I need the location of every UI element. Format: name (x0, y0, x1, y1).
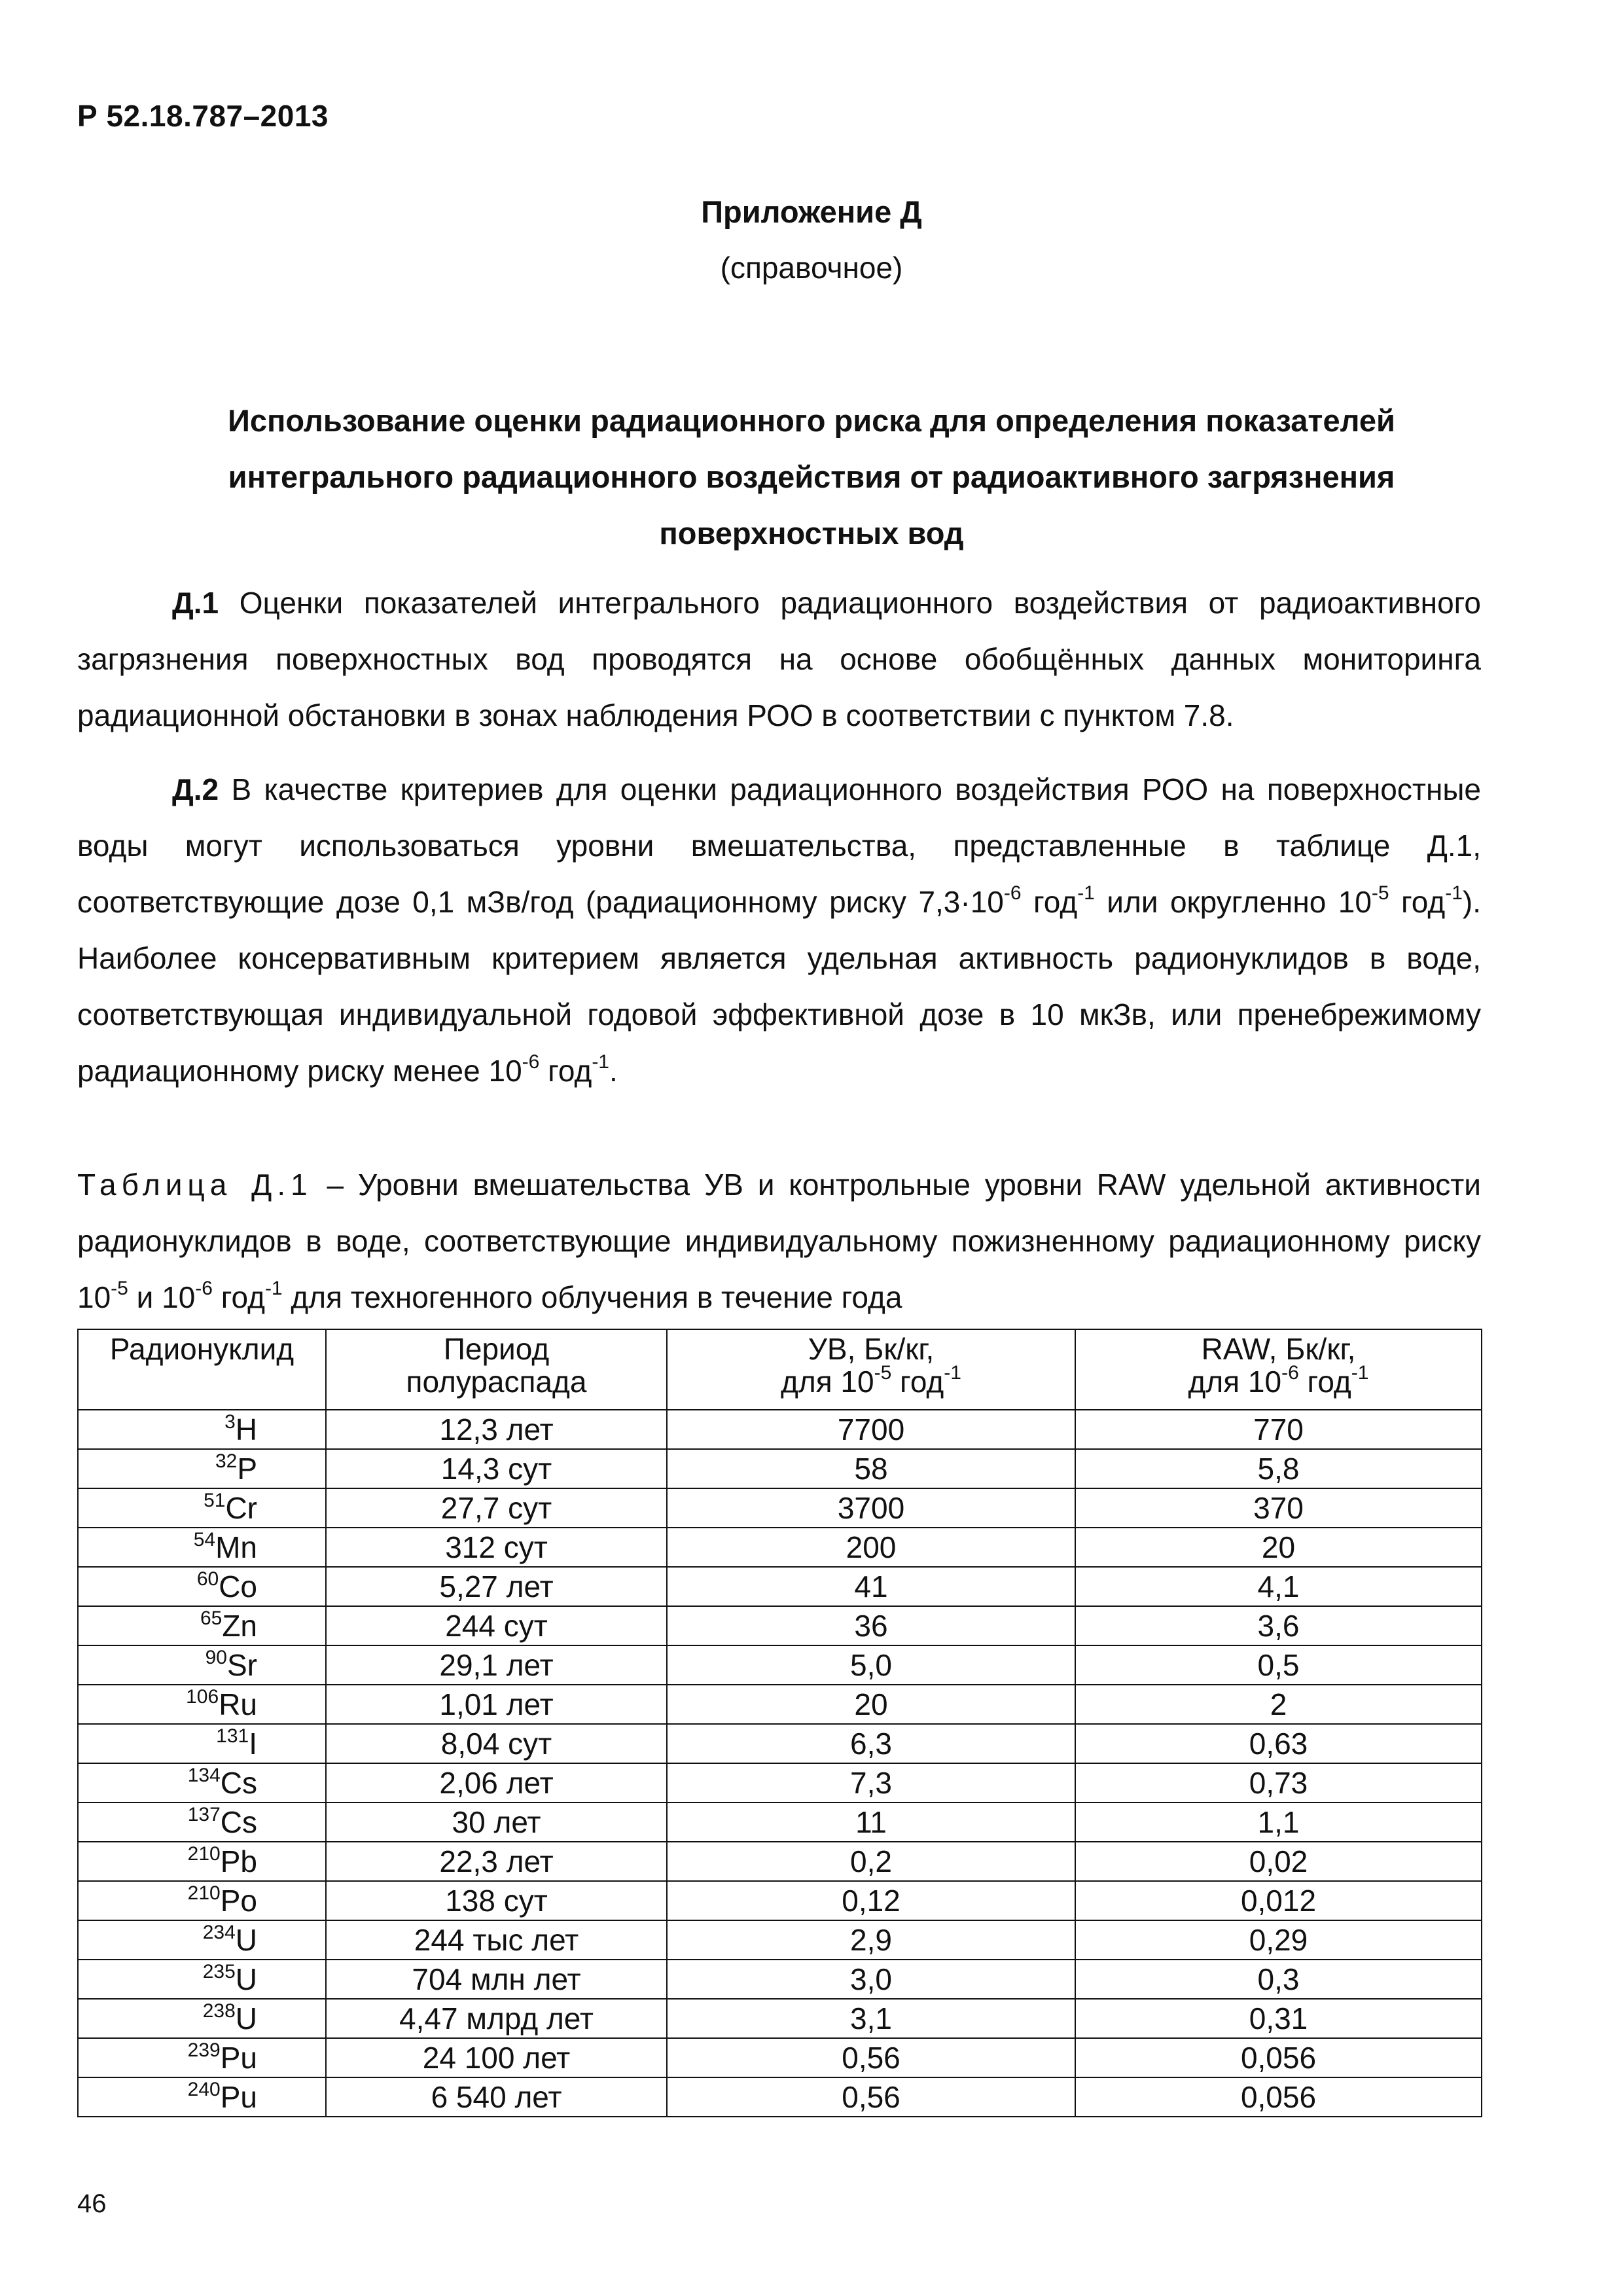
table-row (78, 1842, 1482, 1881)
raw-cell: 3,6 (1075, 1606, 1482, 1645)
uv-cell: 0,12 (667, 1881, 1075, 1920)
half-life-cell: 312 сут (326, 1528, 667, 1567)
mass-number: 238 (202, 2000, 236, 2022)
uv-cell: 36 (667, 1606, 1075, 1645)
uv-cell: 5,0 (667, 1645, 1075, 1685)
header-uv-line2: для 10 (781, 1365, 874, 1399)
header-raw-line2: год (1298, 1365, 1351, 1399)
element-symbol: Cr (225, 1491, 257, 1525)
element-symbol: I (249, 1727, 257, 1761)
element-symbol: U (235, 1962, 257, 1996)
raw-cell: 770 (1075, 1410, 1482, 1449)
half-life-cell: 12,3 лет (326, 1410, 667, 1449)
table-row (78, 2038, 1482, 2077)
half-life-cell: 22,3 лет (326, 1842, 667, 1881)
paragraph-d1 (77, 575, 1481, 744)
exponent: -5 (874, 1362, 892, 1384)
uv-cell: 20 (667, 1685, 1075, 1724)
clause-text: или округленно 10 (1094, 885, 1372, 919)
uv-cell: 2,9 (667, 1920, 1075, 1960)
raw-cell: 0,63 (1075, 1724, 1482, 1763)
table-row (78, 1606, 1482, 1645)
section-heading-line: Использование оценки радиационного риска для определения показателей (228, 403, 1395, 438)
clause-text: . (609, 1054, 618, 1088)
uv-cell: 41 (667, 1567, 1075, 1606)
uv-cell: 0,2 (667, 1842, 1075, 1881)
element-symbol: P (237, 1452, 257, 1486)
exponent: -6 (195, 1278, 213, 1299)
half-life-cell: 8,04 сут (326, 1724, 667, 1763)
table-caption-label: Таблица Д.1 (77, 1168, 313, 1202)
half-life-cell: 29,1 лет (326, 1645, 667, 1685)
table-row (78, 1763, 1482, 1803)
header-raw-line2: для 10 (1188, 1365, 1282, 1399)
header-half-life-line2: полураспада (406, 1365, 587, 1399)
exponent: -5 (1371, 882, 1389, 904)
table-row (78, 1645, 1482, 1685)
mass-number: 210 (187, 1843, 221, 1865)
exponent: -1 (592, 1051, 609, 1073)
clause-label: Д.1 (172, 586, 219, 620)
raw-cell: 0,056 (1075, 2077, 1482, 2117)
uv-cell: 11 (667, 1803, 1075, 1842)
element-symbol: Po (220, 1884, 257, 1918)
element-symbol: Cs (220, 1766, 257, 1800)
uv-cell: 0,56 (667, 2038, 1075, 2077)
element-symbol: U (235, 2001, 257, 2036)
nuclide-cell (78, 1410, 326, 1449)
mass-number: 65 (200, 1607, 223, 1629)
nuclide-cell (78, 1842, 326, 1881)
element-symbol: Sr (227, 1648, 257, 1682)
header-uv-line1: УВ, Бк/кг, (808, 1332, 935, 1366)
appendix-title: Приложение Д (701, 194, 922, 229)
nuclide-cell (78, 1881, 326, 1920)
element-symbol: Zn (222, 1609, 257, 1643)
mass-number: 210 (187, 1882, 221, 1904)
element-symbol: U (235, 1923, 257, 1957)
uv-cell: 3,0 (667, 1960, 1075, 1999)
table-row (78, 1724, 1482, 1763)
half-life-cell: 24 100 лет (326, 2038, 667, 2077)
header-nuclide (78, 1329, 326, 1410)
uv-cell: 7,3 (667, 1763, 1075, 1803)
uv-cell: 0,56 (667, 2077, 1075, 2117)
exponent: -1 (1445, 882, 1463, 904)
section-heading (131, 393, 1492, 562)
table-row (78, 1685, 1482, 1724)
mass-number: 3 (224, 1411, 236, 1433)
radionuclide-table (77, 1329, 1482, 2117)
exponent: -6 (522, 1051, 540, 1073)
raw-cell: 0,73 (1075, 1763, 1482, 1803)
element-symbol: Pu (220, 2041, 257, 2075)
clause-label: Д.2 (172, 772, 219, 806)
exponent: -6 (1281, 1362, 1299, 1384)
half-life-cell: 244 сут (326, 1606, 667, 1645)
clause-text: год (1021, 885, 1078, 919)
mass-number: 51 (204, 1490, 226, 1511)
clause-text: В качестве критериев для оценки радиационного воздействия РОО на поверхностные воды могут использоваться уровни вмешательства, представленные в таблице Д.1, соответствующие дозе 0,1 мЗв/год (радиационному риску 7,3·10 (77, 772, 1481, 919)
mass-number: 137 (187, 1804, 221, 1825)
nuclide-cell (78, 1763, 326, 1803)
mass-number: 234 (202, 1922, 236, 1943)
raw-cell: 0,02 (1075, 1842, 1482, 1881)
table-row (78, 1567, 1482, 1606)
raw-cell: 5,8 (1075, 1449, 1482, 1488)
uv-cell: 200 (667, 1528, 1075, 1567)
half-life-cell: 27,7 сут (326, 1488, 667, 1528)
paragraph-d2 (77, 761, 1481, 1099)
table-body (78, 1410, 1482, 2117)
nuclide-cell (78, 1645, 326, 1685)
element-symbol: Pb (220, 1844, 257, 1878)
nuclide-cell (78, 1685, 326, 1724)
raw-cell: 0,012 (1075, 1881, 1482, 1920)
raw-cell: 1,1 (1075, 1803, 1482, 1842)
table-caption-text: для техногенного облучения в течение года (282, 1280, 902, 1314)
page-number: 46 (77, 2189, 107, 2218)
half-life-cell: 2,06 лет (326, 1763, 667, 1803)
half-life-cell: 1,01 лет (326, 1685, 667, 1724)
half-life-cell: 6 540 лет (326, 2077, 667, 2117)
raw-cell: 0,31 (1075, 1999, 1482, 2038)
half-life-cell: 5,27 лет (326, 1567, 667, 1606)
table-row (78, 1960, 1482, 1999)
element-symbol: H (235, 1412, 257, 1446)
exponent: -6 (1003, 882, 1022, 904)
nuclide-cell (78, 2038, 326, 2077)
half-life-cell: 30 лет (326, 1803, 667, 1842)
header-half-life (326, 1329, 667, 1410)
header-raw-line1: RAW, Бк/кг, (1201, 1332, 1356, 1366)
nuclide-cell (78, 1999, 326, 2038)
nuclide-cell (78, 1960, 326, 1999)
mass-number: 90 (205, 1647, 227, 1668)
mass-number: 32 (215, 1450, 238, 1472)
table-caption-text: и 10 (128, 1280, 196, 1314)
raw-cell: 370 (1075, 1488, 1482, 1528)
mass-number: 131 (216, 1725, 249, 1747)
section-heading-line: интегрального радиационного воздействия от радиоактивного загрязнения (228, 459, 1395, 494)
raw-cell: 2 (1075, 1685, 1482, 1724)
table-row (78, 1803, 1482, 1842)
table-row (78, 1488, 1482, 1528)
uv-cell: 3,1 (667, 1999, 1075, 2038)
exponent: -1 (1077, 882, 1095, 904)
header-uv-line2: год (891, 1365, 944, 1399)
mass-number: 240 (187, 2079, 221, 2100)
half-life-cell: 4,47 млрд лет (326, 1999, 667, 2038)
half-life-cell: 14,3 сут (326, 1449, 667, 1488)
header-raw (1075, 1329, 1482, 1410)
table-caption-text: год (212, 1280, 265, 1314)
nuclide-cell (78, 1449, 326, 1488)
nuclide-cell (78, 1567, 326, 1606)
clause-text: ). Наиболее консервативным критерием является удельная активность радионуклидов в воде, соответствующая индивидуальной годовой эффективной дозе в 10 мкЗв, или пренебрежимому радиационному риску менее 10 (77, 885, 1482, 1088)
table-row (78, 1449, 1482, 1488)
appendix-note: (справочное) (720, 251, 903, 285)
clause-text: Оценки показателей интегрального радиационного воздействия от радиоактивного загрязнения поверхностных вод проводятся на основе обобщённых данных мониторинга радиационной обстановки в зонах наблюдения РОО в соответствии с пунктом 7.8. (77, 586, 1481, 732)
uv-cell: 58 (667, 1449, 1075, 1488)
nuclide-cell (78, 1803, 326, 1842)
exponent: -1 (264, 1278, 283, 1299)
raw-cell: 0,5 (1075, 1645, 1482, 1685)
clause-text: год (539, 1054, 592, 1088)
header-uv (667, 1329, 1075, 1410)
section-heading-line: поверхностных вод (659, 516, 964, 550)
nuclide-cell (78, 1920, 326, 1960)
table-caption (77, 1157, 1481, 1325)
table-row (78, 1881, 1482, 1920)
raw-cell: 0,29 (1075, 1920, 1482, 1960)
table-caption-text: – Уровни вмешательства УВ и контрольные уровни RAW удельной активности радионуклидов в воде, соответствующие индивидуальному пожизненному радиационному риску 10 (77, 1168, 1481, 1314)
raw-cell: 0,3 (1075, 1960, 1482, 1999)
uv-cell: 3700 (667, 1488, 1075, 1528)
element-symbol: Mn (215, 1530, 257, 1564)
half-life-cell: 704 млн лет (326, 1960, 667, 1999)
nuclide-cell (78, 1528, 326, 1567)
mass-number: 239 (187, 2039, 221, 2061)
mass-number: 60 (196, 1568, 219, 1590)
mass-number: 134 (187, 1765, 221, 1786)
mass-number: 106 (186, 1686, 219, 1708)
clause-text: год (1389, 885, 1446, 919)
table-row (78, 1999, 1482, 2038)
mass-number: 54 (193, 1529, 216, 1551)
mass-number: 235 (202, 1961, 236, 1982)
half-life-cell: 138 сут (326, 1881, 667, 1920)
nuclide-cell (78, 1724, 326, 1763)
table-row (78, 1410, 1482, 1449)
exponent: -5 (111, 1278, 128, 1299)
half-life-cell: 244 тыс лет (326, 1920, 667, 1960)
uv-cell: 7700 (667, 1410, 1075, 1449)
nuclide-cell (78, 2077, 326, 2117)
element-symbol: Pu (220, 2080, 257, 2114)
exponent: -1 (1351, 1362, 1369, 1384)
nuclide-cell (78, 1606, 326, 1645)
uv-cell: 6,3 (667, 1724, 1075, 1763)
table-row (78, 1920, 1482, 1960)
raw-cell: 4,1 (1075, 1567, 1482, 1606)
table-row (78, 2077, 1482, 2117)
raw-cell: 0,056 (1075, 2038, 1482, 2077)
element-symbol: Cs (220, 1805, 257, 1839)
element-symbol: Co (219, 1570, 257, 1604)
element-symbol: Ru (219, 1687, 257, 1721)
header-nuclide-label: Радионуклид (109, 1332, 294, 1366)
raw-cell: 20 (1075, 1528, 1482, 1567)
table-header-row (78, 1329, 1482, 1410)
header-half-life-line1: Период (443, 1332, 550, 1366)
standard-code: Р 52.18.787–2013 (77, 99, 329, 133)
nuclide-cell (78, 1488, 326, 1528)
table-row (78, 1528, 1482, 1567)
exponent: -1 (944, 1362, 961, 1384)
